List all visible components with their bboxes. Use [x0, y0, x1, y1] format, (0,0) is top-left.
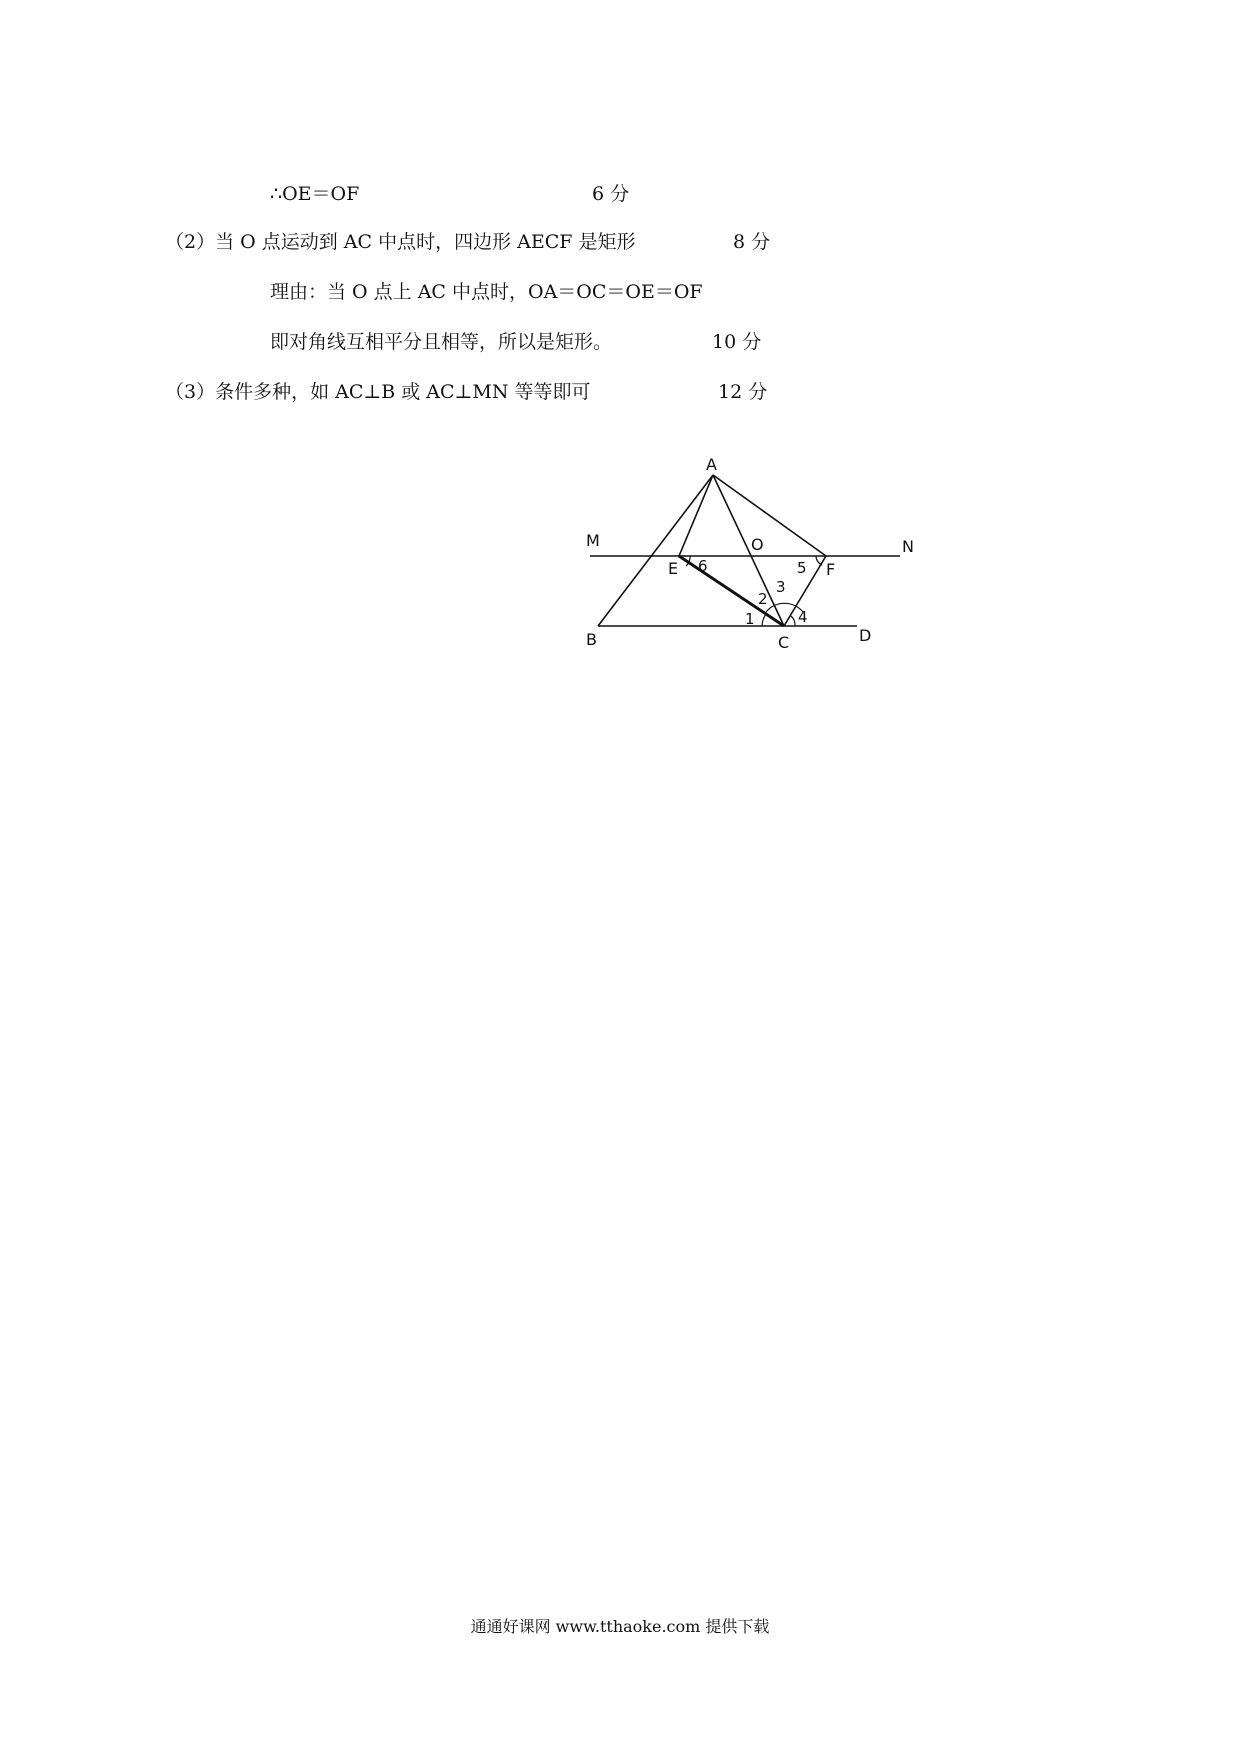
angle-label-3: 3 [776, 578, 786, 596]
label-d: D [859, 626, 872, 645]
score-8: 8 分 [733, 231, 771, 253]
score-10: 10 分 [712, 331, 762, 353]
score-6: 6 分 [592, 183, 630, 205]
line-oe-equals-of: ∴OE＝OF [270, 183, 360, 205]
label-e: E [668, 559, 679, 578]
segment-ae [679, 475, 713, 556]
part-2-reason: 理由：当 O 点上 AC 中点时，OA＝OC＝OE＝OF [270, 281, 703, 303]
angle-arc-4 [791, 616, 795, 626]
label-a: A [706, 455, 717, 474]
label-o: O [751, 535, 764, 554]
label-c: C [778, 633, 790, 652]
part-2-conclusion: 即对角线互相平分且相等，所以是矩形。 [270, 331, 613, 353]
angle-label-5: 5 [797, 559, 807, 577]
part-3-statement: （3）条件多种，如 AC⊥B 或 AC⊥MN 等等即可 [165, 381, 591, 403]
geometry-figure [560, 440, 940, 660]
segment-af [713, 475, 826, 556]
angle-label-6: 6 [698, 557, 708, 575]
angle-label-4: 4 [798, 608, 808, 626]
segment-ab [598, 475, 713, 626]
angle-label-1: 1 [745, 610, 755, 628]
angle-arc-1 [762, 614, 766, 626]
label-m: M [586, 531, 600, 550]
label-f: F [826, 560, 836, 579]
footer-watermark: 通通好课网 www.tthaoke.com 提供下载 [470, 1617, 770, 1636]
label-b: B [586, 630, 597, 649]
label-n: N [902, 537, 914, 556]
part-2-statement: （2）当 O 点运动到 AC 中点时，四边形 AECF 是矩形 [165, 231, 636, 253]
angle-label-2: 2 [758, 590, 768, 608]
score-12: 12 分 [718, 381, 768, 403]
